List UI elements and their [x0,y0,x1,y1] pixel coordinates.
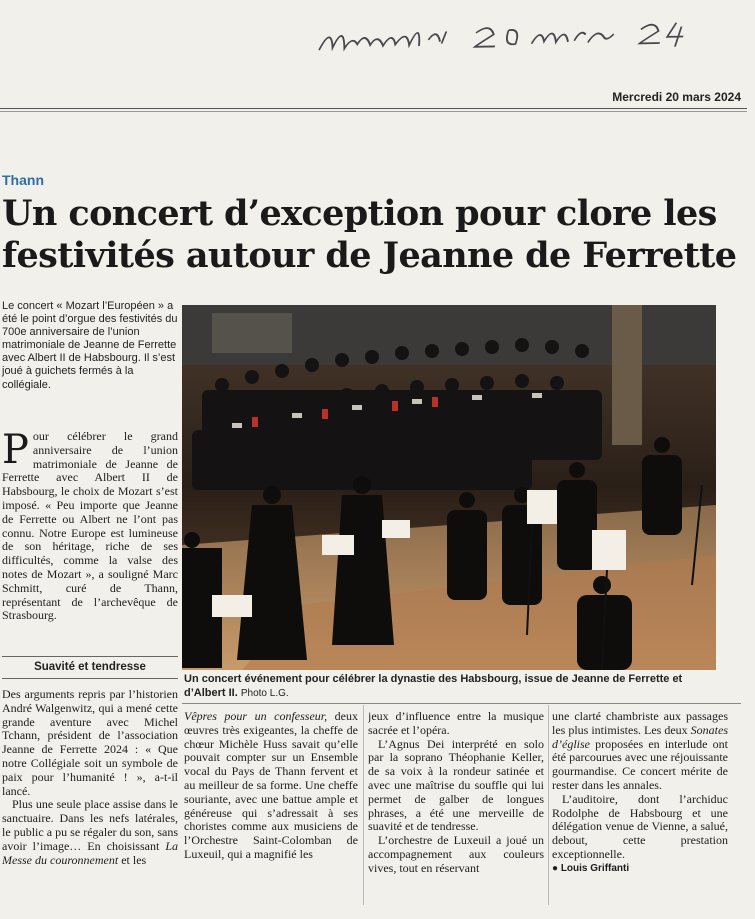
col1-paragraph-1: our célébrer le grand anniversaire de l’union matrimoniale de Jeanne de Ferrette avec Albert II de Habsbourg, le choix de Mozart s’est imposé. « Peu importe que Jeanne de Ferrette ou Albert ne l’ont pas connu. Notre Europe est lumineuse de son héritage, riche de ses difficultés, comme la valse des notes de Mozart », a souligné Marc Schmitt, curé de Thann, représentant de l’archevêque de Strasbourg. [2,430,178,623]
header-rule [0,108,747,109]
article-column-3 [368,710,544,910]
col2-paragraph: Vêpres pour un confesseur, deux œuvres très exigeantes, la cheffe de chœur Michèle Huss savait qu’elle pouvait compter sur un Ensemble vocal du Pays de Thann fervent et au meilleur de sa forme. Une cheffe souriante, avec une battue ample et généreuse qui s’adressait à ses choristes comme aux musiciens de l’Orchestre Saint-Colomban de Luxeuil, qui a magnifié les [184,710,358,861]
col1-paragraph-2: Des arguments repris par l’historien André Walgenwitz, qui a mené cette grande aventure avec Michel Tchann, président de l’association Jeanne de Ferrette 2024 : « Que notre Collégiale soit un symbole de paix pour l’humanité ! », a-t-il lancé. [2,688,178,798]
handwritten-date-annotation [311,4,724,62]
photo-caption [184,672,712,701]
body-columns-rule [182,703,741,704]
article-lead: Le concert « Mozart l’Européen » a été le point d’orgue des festivités du 700e anniversaire de l’union matrimoniale de Jeanne de Ferrette avec Albert II de Habsbourg. Il s’est joué à guichets fermés à la collégiale. [2,300,178,391]
col3-paragraph-1: jeux d’influence entre la musique sacrée et l’opéra. [368,710,544,737]
subhead-rule-top [2,656,178,657]
concert-photo-illustration [182,305,716,670]
col4-paragraph-2: L’auditoire, dont l’archiduc Rodolphe de Habsbourg et une délégation venue de Vienne, a salué, debout, cette prestation exceptionnelle. [552,791,728,861]
issue-date: Mercredi 20 mars 2024 [612,90,741,104]
section-label: Thann [2,172,44,188]
column-divider-2 [548,705,549,905]
article-column-1 [2,430,178,650]
article-column-2 [184,710,358,910]
handwriting-image [311,4,724,62]
concert-photo [182,305,716,670]
col3-paragraph-2: L’Agnus Dei interprété en solo par la soprano Théophanie Keller, de sa voix à la rondeur satinée et avec une maîtrise du souffle qui lui permet de galber de longues phrases, a été une merveille de suavité et de tendresse. [368,736,544,834]
caption-text: Un concert événement pour célébrer la dynastie des Habsbourg, issue de Jeanne de Ferrette et d’Albert II. [184,673,683,699]
col1-paragraph-3: Plus une seule place assise dans le sanctuaire. Dans les nefs latérales, le public a pu se régaler du son, sans avoir l’image… En choisissant La Messe du couronnement et les [2,797,178,867]
header-rule-secondary [0,111,747,112]
article-column-4 [552,710,728,910]
subheading: Suavité et tendresse [34,661,146,673]
photo-credit: Photo L.G. [240,688,289,699]
article-column-1-continued [2,688,178,913]
article-headline: Un concert d’exception pour clore les festivités autour de Jeanne de Ferrette [2,193,737,276]
subhead-rule-bottom [2,678,178,679]
col4-paragraph-1: une clarté chambriste aux passages les plus intimistes. Les deux Sonates d’église proposées en interlude ont été parcourues avec une réjouissante gourmandise. Ce concert mérite de rester dans les annales. [552,710,728,792]
byline: ● Louis Griffanti [552,862,630,874]
col3-paragraph-3: L’orchestre de Luxeuil a joué un accompagnement aux couleurs vives, tout en réservant [368,833,544,875]
column-divider-1 [363,705,364,905]
drop-cap: P [2,430,29,473]
